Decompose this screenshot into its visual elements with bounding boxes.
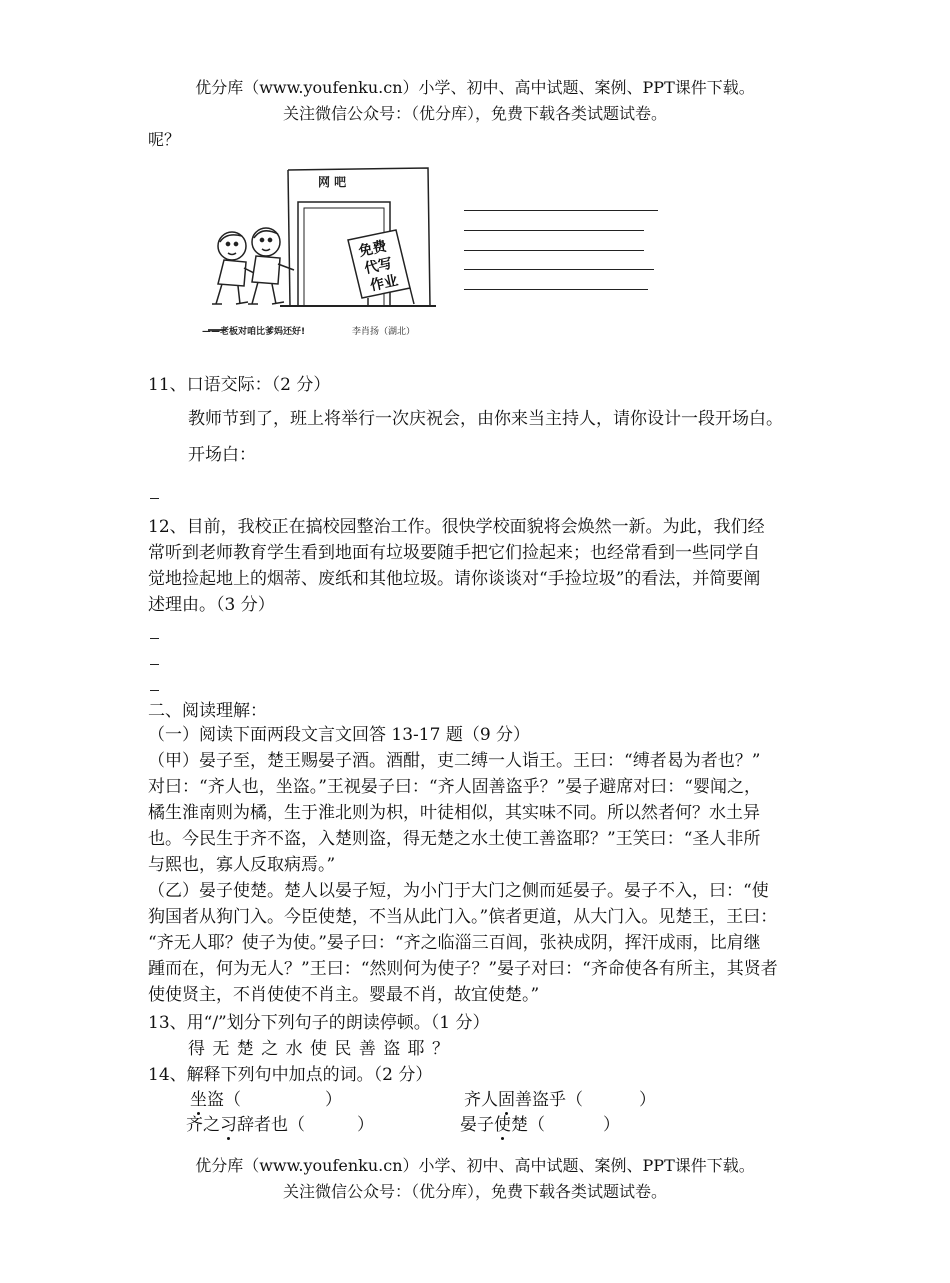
section2-sub: （一）阅读下面两段文言文回答 13-17 题（9 分）	[148, 725, 531, 745]
header-line-1: 优分库（www.youfenku.cn）小学、初中、高中试题、案例、PPT课件下载。	[195, 78, 755, 97]
footer-line-2: 关注微信公众号：（优分库），免费下载各类试题试卷。	[282, 1182, 667, 1201]
q13-title: 13、用“/”划分下列句子的朗读停顿。（1 分）	[148, 1013, 490, 1033]
passage-line-6: （乙）晏子使楚。楚人以晏子短，为小门于大门之侧而延晏子。晏子不入，曰：“使	[148, 881, 769, 901]
q12-answer-line-2[interactable]	[150, 664, 159, 665]
q12-answer-line-3[interactable]	[150, 690, 159, 691]
q12-line-2: 常听到老师教育学生看到地面有垃圾要随手把它们捡起来；也经常看到一些同学自	[148, 543, 760, 563]
passage-line-5: 与熙也，寡人反取病焉。”	[148, 855, 336, 875]
answer-line-2[interactable]	[464, 230, 644, 231]
q12-line-4: 述理由。（3 分）	[148, 595, 275, 615]
top-fragment: 呢？	[148, 130, 181, 149]
q11-label: 开场白：	[188, 445, 256, 465]
sign-top-text: 网 吧	[318, 175, 347, 189]
q12-line-1: 12、目前，我校正在搞校园整治工作。很快学校面貌将会焕然一新。为此，我们经	[148, 517, 765, 537]
q11-prompt: 教师节到了，班上将举行一次庆祝会，由你来当主持人，请你设计一段开场白。	[188, 409, 783, 429]
cartoon-author: 李肖扬（湖北）	[352, 327, 416, 337]
answer-line-5[interactable]	[464, 289, 648, 290]
board-line-2: 代写	[363, 255, 394, 278]
q12-line-3: 觉地捡起地上的烟蒂、废纸和其他垃圾。请你谈谈对“手捡垃圾”的看法，并简要阐	[148, 569, 761, 589]
passage-line-1: （甲）晏子至，楚王赐晏子酒。酒酣，吏二缚一人诣王。王曰：“缚者曷为者也？”	[148, 751, 761, 771]
q13-sentence: 得 无 楚 之 水 使 民 善 盗 耶 ？	[188, 1039, 450, 1059]
q14-item-3: 齐之习辞者也（ ）	[186, 1115, 374, 1135]
q11-answer-line[interactable]	[150, 498, 159, 499]
q14-item-1: 坐盗（ ）	[190, 1090, 342, 1110]
board-line-3: 作业	[368, 272, 400, 295]
section2-title: 二、阅读理解：	[148, 701, 267, 721]
q14-item-4: 晏子使楚（ ）	[460, 1115, 620, 1135]
answer-line-3[interactable]	[464, 250, 644, 251]
passage-line-7: 狗国者从狗门入。今臣使楚，不当从此门入。”傧者更道，从大门入。见楚王，王曰：	[148, 907, 778, 927]
q14-title: 14、解释下列句中加点的词。（2 分）	[148, 1065, 433, 1085]
board-line-1: 免费	[357, 238, 389, 260]
passage-line-3: 橘生淮南则为橘，生于淮北则为枳，叶徒相似，其实味不同。所以然者何？水土异	[148, 803, 760, 823]
footer-line-1: 优分库（www.youfenku.cn）小学、初中、高中试题、案例、PPT课件下载。	[195, 1156, 755, 1175]
cartoon-illustration	[200, 164, 440, 340]
header-line-2: 关注微信公众号：（优分库），免费下载各类试题试卷。	[282, 104, 667, 123]
dotted-char: 固	[498, 1090, 515, 1110]
passage-line-2: 对曰：“齐人也，坐盗。”王视晏子曰：“齐人固善盗乎？”晏子避席对曰：“婴闻之，	[148, 777, 761, 797]
answer-line-4[interactable]	[464, 269, 654, 270]
dotted-char: 使	[494, 1115, 511, 1135]
passage-line-9: 踵而在，何为无人？”王曰：“然则何为使子？”晏子对曰：“齐命使各有所主，其贤者	[148, 959, 778, 979]
dotted-char: 坐	[190, 1090, 207, 1110]
q14-item-2: 齐人固善盗乎（ ）	[464, 1090, 656, 1110]
q11-title: 11、口语交际：（2 分）	[148, 375, 331, 395]
passage-line-8: “齐无人耶？使子为使。”晏子曰：“齐之临淄三百闾，张袂成阴，挥汗成雨，比肩继	[148, 933, 761, 953]
cartoon-caption: ——老板对咱比爹妈还好!	[202, 327, 306, 337]
dotted-char: 习	[220, 1115, 237, 1135]
passage-line-10: 使使贤主，不肖使使不肖主。婴最不肖，故宜使楚。”	[148, 985, 540, 1005]
q12-answer-line-1[interactable]	[150, 638, 159, 639]
answer-line-1[interactable]	[464, 210, 658, 211]
passage-line-4: 也。今民生于齐不盗，入楚则盗，得无楚之水土使工善盗耶？”王笑曰：“圣人非所	[148, 829, 761, 849]
